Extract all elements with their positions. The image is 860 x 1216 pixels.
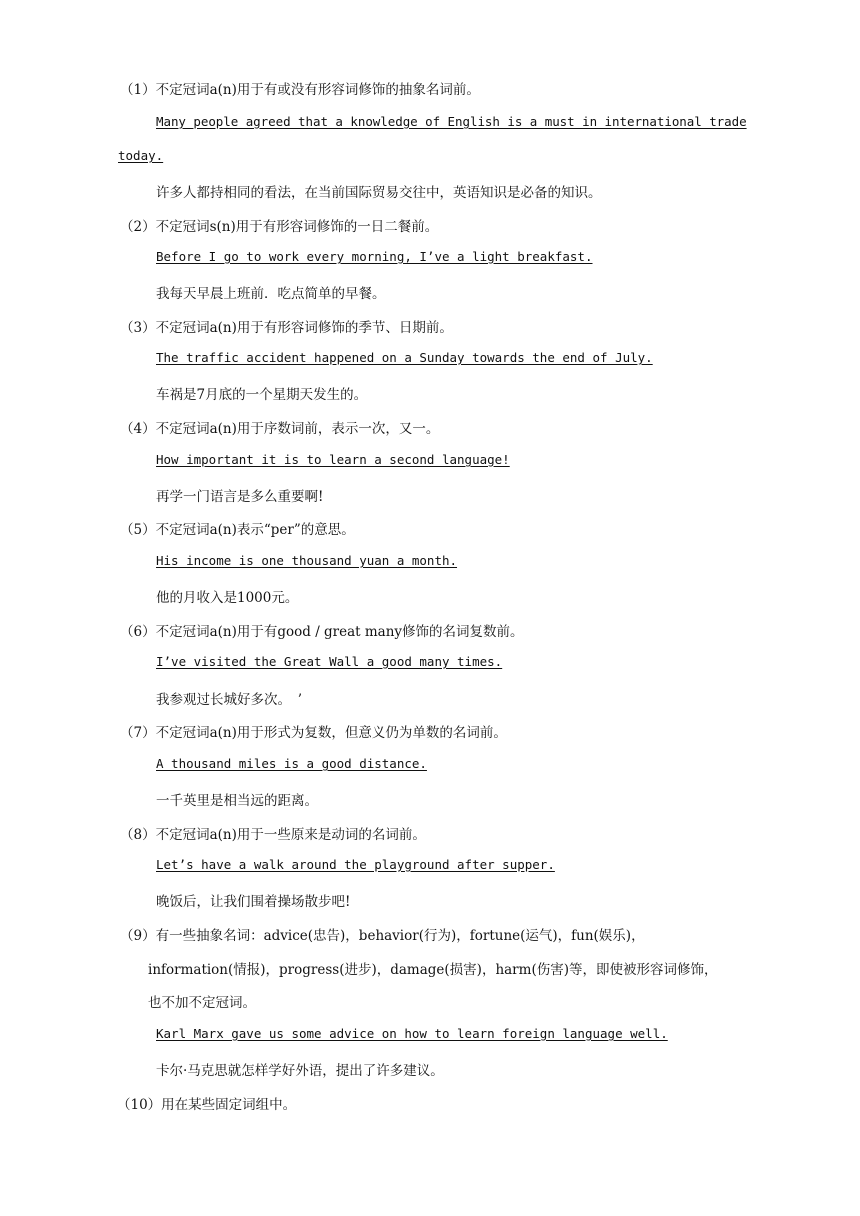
example-4: How important it is to learn a second language!: [156, 452, 510, 467]
example-8: Let’s have a walk around the playground after supper.: [156, 857, 555, 872]
example-5: His income is one thousand yuan a month.: [156, 553, 458, 568]
translation-3: 车祸是7月底的一个星期天发生的。: [156, 387, 368, 403]
translation-2: 我每天早晨上班前．吃点简单的早餐。: [156, 286, 386, 302]
rule-7: （7）不定冠词a(n)用于形式为复数，但意义仍为单数的名词前。: [120, 725, 507, 741]
translation-6: 我参观过长城好多次。 ’: [156, 692, 303, 708]
rule-5: （5）不定冠词a(n)表示“per”的意思。: [120, 522, 355, 538]
rule-10: （10）用在某些固定词组中。: [117, 1097, 297, 1113]
rule-6: （6）不定冠词a(n)用于有good / great many修饰的名词复数前。: [120, 624, 524, 640]
rule-4: （4）不定冠词a(n)用于序数词前，表示一次，又一。: [120, 421, 440, 437]
rule-8: （8）不定冠词a(n)用于一些原来是动词的名词前。: [120, 827, 426, 843]
translation-8: 晚饭后，让我们围着操场散步吧!: [156, 894, 351, 910]
rule-2: （2）不定冠词s(n)用于有形容词修饰的一日二餐前。: [120, 219, 439, 235]
example-7: A thousand miles is a good distance.: [156, 756, 427, 771]
example-3: The traffic accident happened on a Sunday towards the end of July.: [156, 350, 653, 365]
translation-5: 他的月收入是1000元。: [156, 590, 299, 606]
example-2: Before I go to work every morning, I’ve a light breakfast.: [156, 249, 593, 264]
rule-1: （1）不定冠词a(n)用于有或没有形容词修饰的抽象名词前。: [120, 82, 480, 98]
example-6: I’ve visited the Great Wall a good many times.: [156, 654, 503, 669]
translation-9: 卡尔·马克思就怎样学好外语，提出了许多建议。: [156, 1063, 444, 1079]
translation-4: 再学一门语言是多么重要啊!: [156, 489, 324, 505]
translation-1: 许多人都持相同的看法，在当前国际贸易交往中，英语知识是必备的知识。: [156, 185, 602, 201]
example-9: Karl Marx gave us some advice on how to learn foreign language well.: [156, 1026, 668, 1041]
example-1-line2: today.: [118, 148, 164, 163]
rule-3: （3）不定冠词a(n)用于有形容词修饰的季节、日期前。: [120, 320, 453, 336]
rule-9-line3: 也不加不定冠词。: [148, 995, 256, 1011]
rule-9-line1: （9）有一些抽象名词：advice(忠告)，behavior(行为)，fortune(运气)，fun(娱乐)，: [120, 928, 645, 944]
translation-7: 一千英里是相当远的距离。: [156, 793, 318, 809]
example-1-line1: Many people agreed that a knowledge of English is a must in international trade: [156, 114, 747, 129]
rule-9-line2: information(情报)，progress(进步)，damage(损害)，harm(伤害)等，即使被形容词修饰，: [148, 962, 718, 978]
